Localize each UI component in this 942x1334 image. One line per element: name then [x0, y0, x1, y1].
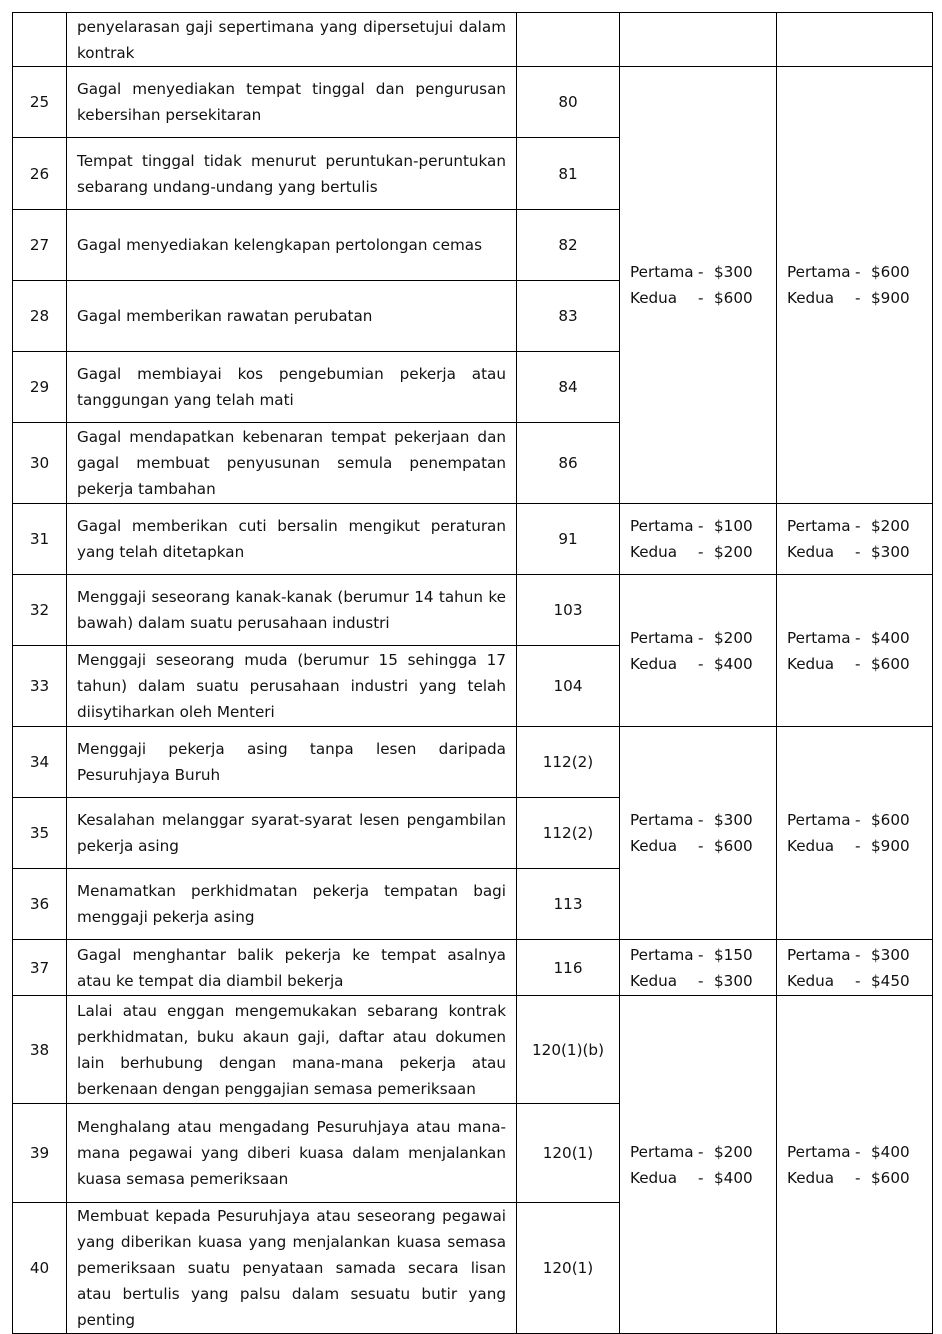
- penalty-dash: -: [698, 543, 704, 561]
- offence-description: Membuat kepada Pesuruhjaya atau seseorang pegawai yang diberikan kuasa yang menjalankan kuasa semasa pemeriksaan suatu penyataan samada secara lisan atau bertulis yang palsu dalam sesuatu butir yang penting: [67, 1203, 517, 1334]
- offence-description: Gagal memberikan cuti bersalin mengikut peraturan yang telah ditetapkan: [67, 504, 517, 575]
- offence-description: Tempat tinggal tidak menurut peruntukan-peruntukan sebarang undang-undang yang bertulis: [67, 138, 517, 210]
- penalty-second-label: Kedua: [630, 543, 678, 561]
- penalty-dash: -: [698, 1168, 704, 1187]
- penalty-compound-first-offence: [620, 940, 777, 996]
- section-number: 116: [517, 940, 620, 996]
- offence-description: Gagal menghantar balik pekerja ke tempat asalnya atau ke tempat dia diambil bekerja: [67, 940, 517, 996]
- penalty-amount: $400: [714, 654, 753, 673]
- penalty-dash: -: [855, 1168, 861, 1187]
- penalty-second-label: Kedua: [787, 543, 835, 561]
- penalty-second-label: Kedua: [787, 289, 835, 307]
- table-row: [13, 67, 933, 138]
- offence-description: Menghalang atau mengadang Pesuruhjaya atau mana-mana pegawai yang diberi kuasa dalam menjalankan kuasa semasa pemeriksaan: [67, 1104, 517, 1203]
- penalty-compound-second-offence: [777, 504, 933, 575]
- penalty-first-label: Pertama: [630, 263, 694, 281]
- penalty-second-label: Kedua: [787, 1168, 835, 1187]
- row-number: 26: [13, 138, 67, 210]
- penalty-amount: $600: [871, 263, 910, 281]
- row-number: 34: [13, 727, 67, 798]
- penalty-compound-second-offence: [777, 996, 933, 1334]
- penalty-dash: -: [698, 971, 704, 990]
- penalty-first-label: Pertama: [787, 811, 851, 829]
- penalty-dash: -: [698, 517, 704, 535]
- row-number: 36: [13, 869, 67, 940]
- section-number: 112(2): [517, 798, 620, 869]
- row-number: 33: [13, 646, 67, 727]
- penalty-amount: $200: [714, 1142, 753, 1161]
- penalty-compound-first-offence: [620, 67, 777, 504]
- table-row: [13, 940, 933, 996]
- penalty-second-label: Kedua: [787, 837, 835, 855]
- section-number: 120(1)(b): [517, 996, 620, 1104]
- penalty-dash: -: [698, 289, 704, 307]
- penalty-amount: $400: [871, 628, 910, 647]
- row-number: 39: [13, 1104, 67, 1203]
- penalty-amount: $600: [871, 654, 910, 673]
- row-number: 38: [13, 996, 67, 1104]
- row-number: 32: [13, 575, 67, 646]
- row-number: 35: [13, 798, 67, 869]
- row-number: 25: [13, 67, 67, 138]
- offence-description: penyelarasan gaji sepertimana yang dipersetujui dalam kontrak: [67, 13, 517, 67]
- penalty-amount: $100: [714, 517, 753, 535]
- penalty-second-label: Kedua: [787, 971, 835, 990]
- penalty-second-label: Kedua: [787, 654, 835, 673]
- penalty-amount: $300: [871, 543, 910, 561]
- penalty-dash: -: [855, 654, 861, 673]
- penalty-amount: $300: [714, 811, 753, 829]
- section-number: 83: [517, 281, 620, 352]
- page: [12, 12, 932, 1334]
- penalty-amount: $600: [871, 1168, 910, 1187]
- row-number: 37: [13, 940, 67, 996]
- section-number: 82: [517, 210, 620, 281]
- section-number: 81: [517, 138, 620, 210]
- section-number: 86: [517, 423, 620, 504]
- penalty-amount: $150: [714, 945, 753, 964]
- section-number: 80: [517, 67, 620, 138]
- penalty-amount: $600: [714, 289, 753, 307]
- penalty-compound-first-offence: [620, 504, 777, 575]
- section-number: 91: [517, 504, 620, 575]
- table-row: [13, 13, 933, 67]
- penalty-amount: $300: [871, 945, 910, 964]
- penalty-amount: $200: [871, 517, 910, 535]
- row-number: 28: [13, 281, 67, 352]
- offence-description: Menggaji seseorang muda (berumur 15 sehingga 17 tahun) dalam suatu perusahaan industri yang telah diisytiharkan oleh Menteri: [67, 646, 517, 727]
- offence-description: Gagal menyediakan tempat tinggal dan pengurusan kebersihan persekitaran: [67, 67, 517, 138]
- row-number: 40: [13, 1203, 67, 1334]
- penalty-second-label: Kedua: [630, 289, 678, 307]
- penalty-dash: -: [698, 263, 704, 281]
- penalty-first-label: Pertama: [787, 628, 851, 647]
- section-number: 112(2): [517, 727, 620, 798]
- penalty-dash: -: [855, 517, 861, 535]
- penalty-compound-first-offence: [620, 996, 777, 1334]
- section-number: 120(1): [517, 1104, 620, 1203]
- penalty-dash: -: [698, 837, 704, 855]
- penalty-dash: -: [698, 1142, 704, 1161]
- penalty-compound-first-offence: [620, 575, 777, 727]
- penalty-dash: -: [698, 945, 704, 964]
- table-row: [13, 996, 933, 1104]
- penalty-amount: $400: [871, 1142, 910, 1161]
- penalty-dash: -: [855, 971, 861, 990]
- row-number: 29: [13, 352, 67, 423]
- penalty-amount: $450: [871, 971, 910, 990]
- penalty-compound-second-offence: [777, 940, 933, 996]
- row-number: 31: [13, 504, 67, 575]
- table-row: [13, 727, 933, 798]
- penalty-amount: $400: [714, 1168, 753, 1187]
- penalty-second-label: Kedua: [630, 837, 678, 855]
- offence-description: Gagal mendapatkan kebenaran tempat pekerjaan dan gagal membuat penyusunan semula penempatan pekerja tambahan: [67, 423, 517, 504]
- penalty-dash: -: [698, 654, 704, 673]
- penalty-dash: -: [855, 289, 861, 307]
- table-row: [13, 575, 933, 646]
- penalty-second-label: Kedua: [630, 971, 678, 990]
- penalty-first-label: Pertama: [787, 945, 851, 964]
- offence-description: Menamatkan perkhidmatan pekerja tempatan bagi menggaji pekerja asing: [67, 869, 517, 940]
- penalty-table: [12, 12, 933, 1334]
- offence-description: Kesalahan melanggar syarat-syarat lesen pengambilan pekerja asing: [67, 798, 517, 869]
- penalty-first-label: Pertama: [630, 945, 694, 964]
- penalty-dash: -: [855, 263, 861, 281]
- section-number: 84: [517, 352, 620, 423]
- section-number: 120(1): [517, 1203, 620, 1334]
- penalty-amount: $900: [871, 837, 910, 855]
- offence-description: Gagal memberikan rawatan perubatan: [67, 281, 517, 352]
- penalty-amount: $600: [714, 837, 753, 855]
- penalty-amount: $200: [714, 628, 753, 647]
- penalty-dash: -: [698, 628, 704, 647]
- penalty-amount: $300: [714, 263, 753, 281]
- penalty-dash: -: [855, 543, 861, 561]
- penalty-dash: -: [855, 945, 861, 964]
- penalty-compound-first-offence: [620, 727, 777, 940]
- penalty-dash: -: [855, 1142, 861, 1161]
- penalty-dash: -: [855, 837, 861, 855]
- penalty-compound-second-offence: [777, 67, 933, 504]
- penalty-first-label: Pertama: [630, 517, 694, 535]
- penalty-amount: $200: [714, 543, 753, 561]
- row-number: 30: [13, 423, 67, 504]
- row-number: 27: [13, 210, 67, 281]
- penalty-dash: -: [698, 811, 704, 829]
- penalty-amount: $600: [871, 811, 910, 829]
- penalty-second-label: Kedua: [630, 654, 678, 673]
- section-number: 103: [517, 575, 620, 646]
- section-number: 113: [517, 869, 620, 940]
- penalty-first-label: Pertama: [630, 628, 694, 647]
- penalty-cell-empty: [620, 13, 777, 67]
- offence-description: Lalai atau enggan mengemukakan sebarang kontrak perkhidmatan, buku akaun gaji, daftar atau dokumen lain berhubung dengan mana-mana pekerja atau berkenaan dengan penggajian semasa pemeriksaan: [67, 996, 517, 1104]
- offence-description: Menggaji seseorang kanak-kanak (berumur 14 tahun ke bawah) dalam suatu perusahaan industri: [67, 575, 517, 646]
- penalty-first-label: Pertama: [787, 517, 851, 535]
- offence-description: Gagal membiayai kos pengebumian pekerja atau tanggungan yang telah mati: [67, 352, 517, 423]
- section-number: [517, 13, 620, 67]
- penalty-amount: $900: [871, 289, 910, 307]
- section-number: 104: [517, 646, 620, 727]
- penalty-first-label: Pertama: [787, 263, 851, 281]
- penalty-compound-second-offence: [777, 727, 933, 940]
- penalty-cell-empty: [777, 13, 933, 67]
- penalty-first-label: Pertama: [787, 1142, 851, 1161]
- offence-description: Menggaji pekerja asing tanpa lesen daripada Pesuruhjaya Buruh: [67, 727, 517, 798]
- penalty-second-label: Kedua: [630, 1168, 678, 1187]
- row-number: [13, 13, 67, 67]
- penalty-first-label: Pertama: [630, 1142, 694, 1161]
- penalty-dash: -: [855, 811, 861, 829]
- offence-description: Gagal menyediakan kelengkapan pertolongan cemas: [67, 210, 517, 281]
- penalty-first-label: Pertama: [630, 811, 694, 829]
- table-row: [13, 504, 933, 575]
- penalty-compound-second-offence: [777, 575, 933, 727]
- penalty-amount: $300: [714, 971, 753, 990]
- penalty-dash: -: [855, 628, 861, 647]
